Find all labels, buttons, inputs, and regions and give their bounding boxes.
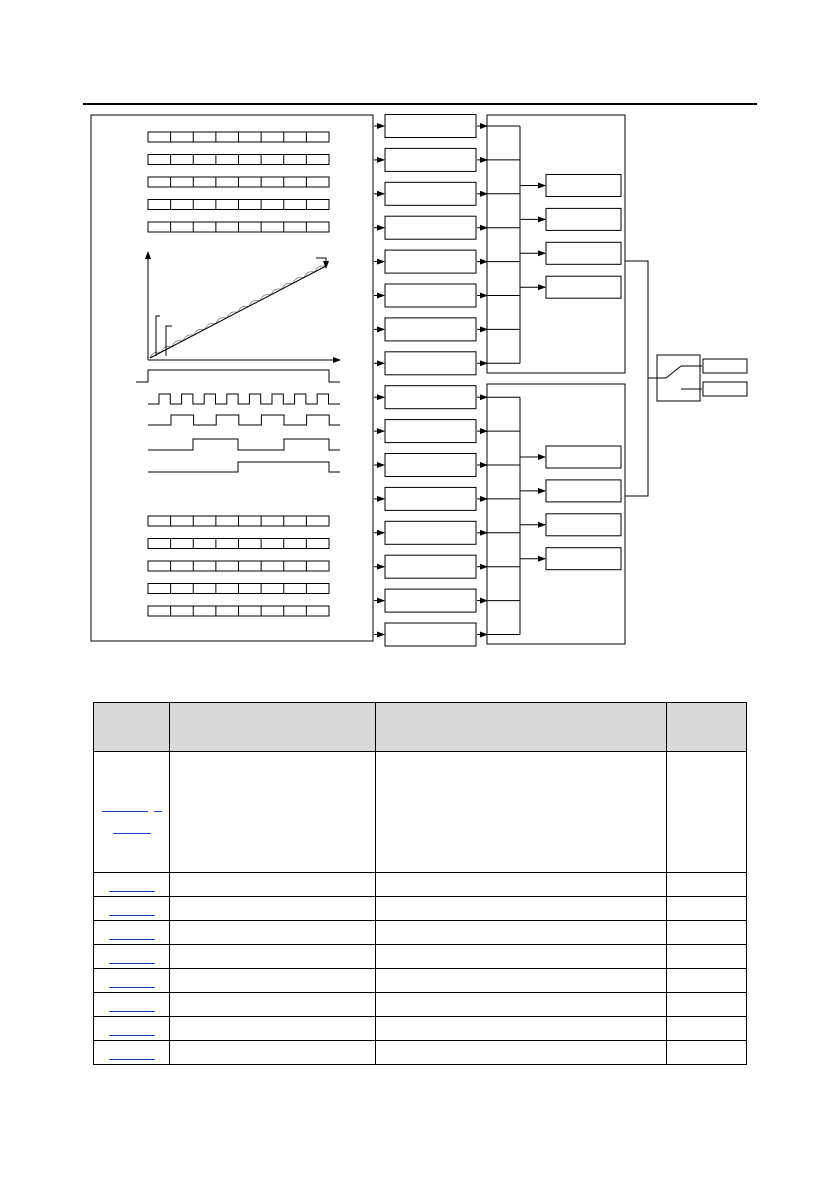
description-cell (376, 993, 667, 1017)
function-block (385, 386, 476, 409)
table-row (94, 1041, 747, 1065)
code-link-cell[interactable] (94, 897, 170, 921)
code-link[interactable] (154, 799, 162, 812)
function-block (385, 352, 476, 375)
selector-output-box (703, 382, 747, 396)
bottom-registers (148, 516, 329, 616)
name-cell (170, 873, 376, 897)
header-default (667, 703, 747, 752)
description-cell (376, 969, 667, 993)
description-cell (376, 873, 667, 897)
output-block (546, 208, 621, 230)
upper-group-frame (487, 115, 625, 373)
code-link-cell[interactable] (94, 993, 170, 1017)
code-link[interactable] (109, 903, 155, 916)
code-link[interactable] (113, 821, 151, 834)
table-row (94, 993, 747, 1017)
function-block (385, 487, 476, 510)
accel-marker (156, 316, 160, 356)
output-block (546, 480, 621, 502)
name-cell (170, 752, 376, 873)
output-block (546, 446, 621, 468)
function-block (385, 250, 476, 273)
name-cell (170, 945, 376, 969)
clock-mid-waveform (148, 415, 340, 425)
table-row (94, 752, 747, 873)
ramp-line (150, 266, 326, 358)
function-block (385, 318, 476, 341)
header-code (94, 703, 170, 752)
output-blocks (520, 175, 621, 570)
table-row (94, 969, 747, 993)
code-link[interactable] (109, 1047, 155, 1060)
function-block (385, 115, 476, 138)
description-cell (376, 921, 667, 945)
function-block (385, 148, 476, 171)
table-row (94, 921, 747, 945)
code-link[interactable] (109, 1023, 155, 1036)
ramp-chart (148, 252, 340, 360)
header-description (376, 703, 667, 752)
table-row (94, 897, 747, 921)
code-link-cell[interactable] (94, 873, 170, 897)
code-link-cell[interactable] (94, 1041, 170, 1065)
upper-bus (487, 126, 520, 363)
table-row (94, 945, 747, 969)
output-block (546, 548, 621, 570)
default-cell (667, 752, 747, 873)
code-link-cell[interactable] (94, 969, 170, 993)
function-block (385, 454, 476, 477)
left-panel (91, 115, 373, 641)
description-cell (376, 752, 667, 873)
code-link[interactable] (109, 927, 155, 940)
name-cell (170, 897, 376, 921)
header-name (170, 703, 376, 752)
name-cell (170, 1017, 376, 1041)
default-cell (667, 1041, 747, 1065)
code-link[interactable] (109, 975, 155, 988)
function-block (385, 521, 476, 544)
function-block (385, 284, 476, 307)
default-cell (667, 873, 747, 897)
name-cell (170, 969, 376, 993)
code-link-cell[interactable] (94, 752, 170, 873)
selector-switch (625, 261, 747, 496)
function-block (385, 420, 476, 443)
code-link-cell[interactable] (94, 1017, 170, 1041)
pulse-waveform (136, 370, 340, 382)
selector-feed-line (625, 261, 648, 496)
description-cell (376, 945, 667, 969)
code-link-cell[interactable] (94, 921, 170, 945)
clock-slow-waveform (148, 439, 340, 450)
default-cell (667, 1017, 747, 1041)
parameter-table (93, 702, 747, 1065)
default-cell (667, 897, 747, 921)
output-block (546, 242, 621, 264)
code-link[interactable] (109, 999, 155, 1012)
name-cell (170, 921, 376, 945)
table-header-row (94, 703, 747, 752)
default-cell (667, 921, 747, 945)
table-row (94, 873, 747, 897)
table-row (94, 1017, 747, 1041)
default-cell (667, 945, 747, 969)
selector-output-box (703, 359, 747, 373)
timing-waveforms (136, 370, 340, 472)
code-link[interactable] (109, 951, 155, 964)
step-waveform (148, 462, 340, 472)
clock-fast-waveform (148, 394, 340, 404)
name-cell (170, 993, 376, 1017)
default-cell (667, 969, 747, 993)
function-blocks (374, 115, 487, 647)
description-cell (376, 1041, 667, 1065)
selector-contact (666, 366, 681, 378)
code-link[interactable] (109, 879, 155, 892)
output-block (546, 276, 621, 298)
top-registers (148, 132, 329, 232)
function-block (385, 182, 476, 205)
function-block (385, 216, 476, 239)
output-block (546, 175, 621, 197)
code-link-cell[interactable] (94, 945, 170, 969)
description-cell (376, 897, 667, 921)
output-block (546, 514, 621, 536)
description-cell (376, 1017, 667, 1041)
name-cell (170, 1041, 376, 1065)
function-block (385, 623, 476, 646)
code-link[interactable] (102, 799, 148, 812)
function-block (385, 589, 476, 612)
function-block (385, 555, 476, 578)
default-cell (667, 993, 747, 1017)
decel-marker (166, 326, 172, 356)
lower-bus (487, 397, 520, 634)
